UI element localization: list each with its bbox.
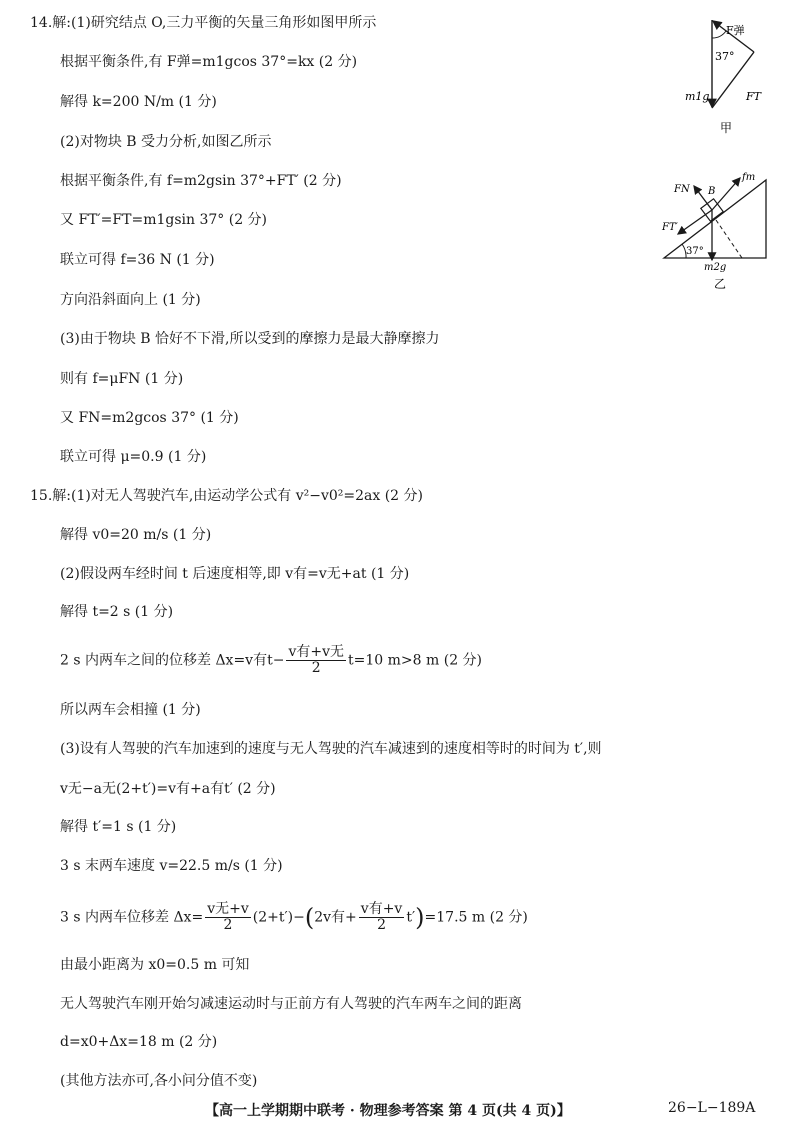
- angle-arc-jia: [712, 31, 726, 38]
- q15-l11-fraction-1: [205, 902, 251, 933]
- friction-arrow-yi: [712, 178, 740, 210]
- figure-jia: [672, 12, 782, 140]
- q14-number: 14.: [30, 15, 53, 31]
- q14-line-9: (3)由于物块 B 恰好不下滑,所以受到的摩擦力是最大静摩擦力: [60, 331, 440, 347]
- q14-line-1: [30, 13, 376, 33]
- caption-yi: 乙: [714, 277, 727, 291]
- q15-text-1: 解:(1)对无人驾驶汽车,由运动学公式有 v²−v0²=2ax (2 分): [52, 488, 424, 504]
- q15-line-11: [60, 902, 528, 933]
- footer-title: 【高一上学期期中联考 · 物理参考答案 第 4 页(共 4 页)】: [205, 1103, 571, 1119]
- dashed-line-yi: [716, 220, 742, 258]
- q15-l11-denominator-1: 2: [223, 917, 233, 933]
- q15-line-14: d=x0+Δx=18 m (2 分): [60, 1034, 218, 1050]
- q15-l11-fraction-2: [359, 902, 405, 933]
- q15-l11-post: =17.5 m (2 分): [424, 909, 528, 926]
- figure-yi: [660, 168, 788, 294]
- q14-line-3: 解得 k=200 N/m (1 分): [60, 94, 217, 110]
- q15-line-1: [30, 486, 423, 506]
- q15-l11-close-paren: ): [415, 903, 425, 932]
- q15-l11-inner-post: t′: [406, 909, 416, 926]
- q15-l5-pre: 2 s 内两车之间的位移差 Δx=v有t−: [60, 652, 285, 669]
- q14-line-4: (2)对物块 B 受力分析,如图乙所示: [60, 134, 272, 150]
- q15-line-7: (3)设有人驾驶的汽车加速到的速度与无人驾驶的汽车减速到的速度相等时的时间为 t′,则: [60, 741, 602, 757]
- q14-line-6: 又 FT′=FT=m1gsin 37° (2 分): [60, 212, 268, 228]
- figure-jia-diagram: [672, 12, 782, 140]
- q14-text-1: 解:(1)研究结点 O,三力平衡的矢量三角形如图甲所示: [52, 15, 377, 31]
- q15-line-15: (其他方法亦可,各小问分值不变): [60, 1073, 258, 1089]
- q15-l11-inner-pre: 2v有+: [314, 909, 357, 926]
- caption-jia: 甲: [720, 121, 733, 135]
- q14-line-5: 根据平衡条件,有 f=m2gsin 37°+FT′ (2 分): [60, 173, 342, 189]
- q15-line-13: 无人驾驶汽车刚开始匀减速运动时与正前方有人驾驶的汽车两车之间的距离: [60, 996, 522, 1012]
- label-tension-yi: FT′: [662, 222, 678, 233]
- label-angle-yi: 37°: [686, 246, 704, 257]
- q15-l11-mid: (2+t′)−: [252, 909, 305, 926]
- q15-line-10: 3 s 末两车速度 v=22.5 m/s (1 分): [60, 858, 283, 874]
- label-angle-jia: 37°: [715, 50, 735, 63]
- figure-yi-diagram: [660, 168, 788, 294]
- q15-l11-open-paren: (: [304, 903, 315, 932]
- label-block-b: B: [708, 186, 716, 197]
- q15-l5-post: t=10 m>8 m (2 分): [348, 652, 483, 669]
- q15-l5-denominator: 2: [311, 660, 321, 676]
- q14-line-8: 方向沿斜面向上 (1 分): [60, 292, 201, 308]
- q15-l5-fraction: [286, 645, 346, 676]
- label-normal-yi: FN: [674, 184, 690, 195]
- q15-l11-pre: 3 s 内两车位移差 Δx=: [60, 909, 204, 926]
- label-gravity-jia: m1g: [685, 90, 710, 103]
- footer-code: 26−L−189A: [668, 1100, 756, 1116]
- q15-line-3: (2)假设两车经时间 t 后速度相等,即 v有=v无+at (1 分): [60, 566, 410, 582]
- q15-line-8: v无−a无(2+t′)=v有+a有t′ (2 分): [60, 781, 276, 797]
- page-footer: [0, 1100, 800, 1122]
- q15-line-4: 解得 t=2 s (1 分): [60, 604, 174, 620]
- q14-line-7: 联立可得 f=36 N (1 分): [60, 252, 215, 268]
- q14-line-12: 联立可得 μ=0.9 (1 分): [60, 449, 207, 465]
- q14-line-10: 则有 f=μFN (1 分): [60, 371, 184, 387]
- q15-line-5: [60, 645, 482, 676]
- q14-line-2: 根据平衡条件,有 F弹=m1gcos 37°=kx (2 分): [60, 54, 358, 70]
- q15-number: 15.: [30, 488, 53, 504]
- label-f-spring: F弹: [726, 24, 745, 37]
- q15-l11-denominator-2: 2: [377, 917, 387, 933]
- q14-line-11: 又 FN=m2gcos 37° (1 分): [60, 410, 239, 426]
- q15-line-9: 解得 t′=1 s (1 分): [60, 819, 177, 835]
- q15-line-2: 解得 v0=20 m/s (1 分): [60, 527, 212, 543]
- label-gravity-yi: m2g: [704, 262, 727, 273]
- q15-l11-numerator-2: v有+v: [360, 901, 403, 917]
- tension-arrow-yi: [678, 210, 712, 234]
- label-tension-jia: FT: [746, 90, 761, 103]
- label-friction-yi: fm: [742, 172, 756, 183]
- q15-l5-numerator: v有+v无: [288, 644, 345, 660]
- q15-line-12: 由最小距离为 x0=0.5 m 可知: [60, 957, 250, 973]
- q15-line-6: 所以两车会相撞 (1 分): [60, 702, 201, 718]
- q15-l11-numerator-1: v无+v: [207, 901, 249, 917]
